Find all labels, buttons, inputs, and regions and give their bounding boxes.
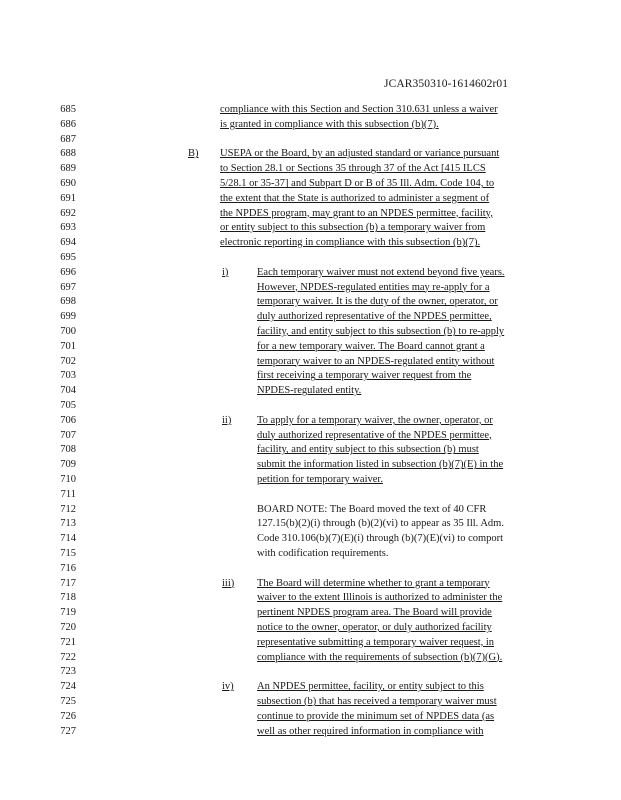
subsection-label: iii)	[222, 577, 235, 589]
text-line: to Section 28.1 or Sections 35 through 37 of the Act [415 ILCS	[220, 163, 486, 175]
line-number: 709	[60, 459, 76, 471]
text-line: An NPDES permittee, facility, or entity subject to this	[257, 681, 484, 693]
text-line: facility, and entity subject to this subsection (b) to re-apply	[257, 326, 505, 337]
text-line: temporary waiver to an NPDES-regulated entity without	[257, 355, 495, 367]
line-number: 721	[60, 636, 76, 648]
line-number: 717	[60, 577, 76, 589]
text-line: duly authorized representative of the NPDES permittee,	[257, 429, 492, 441]
text-line: USEPA or the Board, by an adjusted standard or variance pursuant	[220, 148, 500, 160]
line-number: 707	[60, 429, 76, 441]
line-number: 685	[60, 104, 76, 115]
text-line: However, NPDES-regulated entities may re-apply for a	[257, 281, 490, 293]
line-number: 720	[60, 622, 76, 633]
text-line: petition for temporary waiver.	[257, 474, 383, 485]
line-number: 710	[60, 474, 76, 485]
line-number: 689	[60, 163, 76, 175]
line-number: 698	[60, 296, 76, 308]
line-number: 694	[60, 237, 76, 249]
line-number: 696	[60, 266, 76, 278]
text-line: well as other required information in compliance with	[257, 725, 484, 737]
text-line: facility, and entity subject to this subsection (b) must	[257, 444, 479, 456]
text-line: submit the information listed in subsection (b)(7)(E) in the	[257, 459, 504, 471]
line-number: 722	[60, 651, 76, 663]
text-line: for a new temporary waiver. The Board cannot grant a	[257, 340, 485, 352]
text-line: compliance with this Section and Section 310.631 unless a waiver	[220, 104, 498, 115]
line-number: 705	[60, 400, 76, 411]
line-number: 714	[60, 533, 76, 545]
document-id: JCAR350310-1614602r01	[384, 78, 509, 90]
subsection-label: B)	[188, 148, 199, 160]
text-line: Each temporary waiver must not extend beyond five years.	[257, 266, 505, 278]
subsection-label: i)	[222, 266, 229, 278]
line-number: 692	[60, 207, 76, 219]
text-line: first receiving a temporary waiver request from the	[257, 370, 472, 382]
line-number: 708	[60, 444, 76, 456]
line-number: 711	[60, 488, 76, 500]
text-line: pertinent NPDES program area. The Board will provide	[257, 607, 492, 619]
text-line: continue to provide the minimum set of NPDES data (as	[257, 710, 495, 722]
line-number: 690	[60, 178, 76, 189]
line-number: 697	[60, 281, 76, 293]
text-line: or entity subject to this subsection (b) a temporary waiver from	[220, 222, 486, 234]
text-line: 5/28.1 or 35-37] and Subpart D or B of 35 Ill. Adm. Code 104, to	[220, 178, 495, 189]
line-number: 706	[60, 414, 76, 426]
text-line: with codification requirements.	[257, 548, 389, 559]
line-number: 716	[60, 562, 76, 574]
line-number: 704	[60, 385, 76, 397]
text-line: the extent that the State is authorized to administer a segment of	[220, 192, 490, 204]
subsection-label: ii)	[222, 414, 232, 426]
text-line: temporary waiver. It is the duty of the owner, operator, or	[257, 296, 498, 308]
line-number: 727	[60, 725, 76, 737]
line-number: 699	[60, 311, 76, 323]
line-number: 724	[60, 681, 76, 693]
line-number: 726	[60, 710, 76, 722]
line-number: 693	[60, 222, 76, 234]
text-line: 127.15(b)(2)(i) through (b)(2)(vi) to appear as 35 Ill. Adm.	[257, 518, 504, 530]
text-line: representative submitting a temporary waiver request, in	[257, 636, 495, 648]
line-number: 686	[60, 118, 76, 130]
line-number: 723	[60, 666, 76, 678]
line-number: 687	[60, 133, 76, 145]
line-number: 701	[60, 340, 76, 352]
text-line: compliance with the requirements of subsection (b)(7)(G).	[257, 651, 503, 663]
text-line: electronic reporting in compliance with this subsection (b)(7).	[220, 237, 481, 249]
line-number: 715	[60, 548, 76, 559]
text-line: waiver to the extent Illinois is authorized to administer the	[257, 592, 503, 604]
text-line: The Board will determine whether to grant a temporary	[257, 577, 490, 589]
text-line: BOARD NOTE: The Board moved the text of 40 CFR	[257, 503, 487, 515]
text-line: duly authorized representative of the NPDES permittee,	[257, 311, 492, 323]
line-number: 713	[60, 518, 76, 530]
line-number: 691	[60, 192, 76, 204]
line-number: 718	[60, 592, 76, 604]
line-number: 702	[60, 355, 76, 367]
text-line: notice to the owner, operator, or duly authorized facility	[257, 622, 492, 633]
line-number: 695	[60, 252, 76, 263]
text-line: Code 310.106(b)(7)(E)(i) through (b)(7)(E)(vi) to comport	[257, 533, 504, 545]
text-line: NPDES-regulated entity.	[257, 385, 362, 397]
line-number: 719	[60, 607, 76, 619]
line-number: 712	[60, 503, 76, 515]
text-line: is granted in compliance with this subsection (b)(7).	[220, 118, 439, 130]
line-number: 700	[60, 326, 76, 337]
subsection-label: iv)	[222, 681, 234, 693]
line-number: 725	[60, 696, 76, 707]
text-line: subsection (b) that has received a temporary waiver must	[257, 696, 497, 707]
line-number: 703	[60, 370, 76, 382]
line-number: 688	[60, 148, 76, 160]
text-line: the NPDES program, may grant to an NPDES permittee, facility,	[220, 207, 493, 219]
text-line: To apply for a temporary waiver, the owner, operator, or	[257, 414, 493, 426]
